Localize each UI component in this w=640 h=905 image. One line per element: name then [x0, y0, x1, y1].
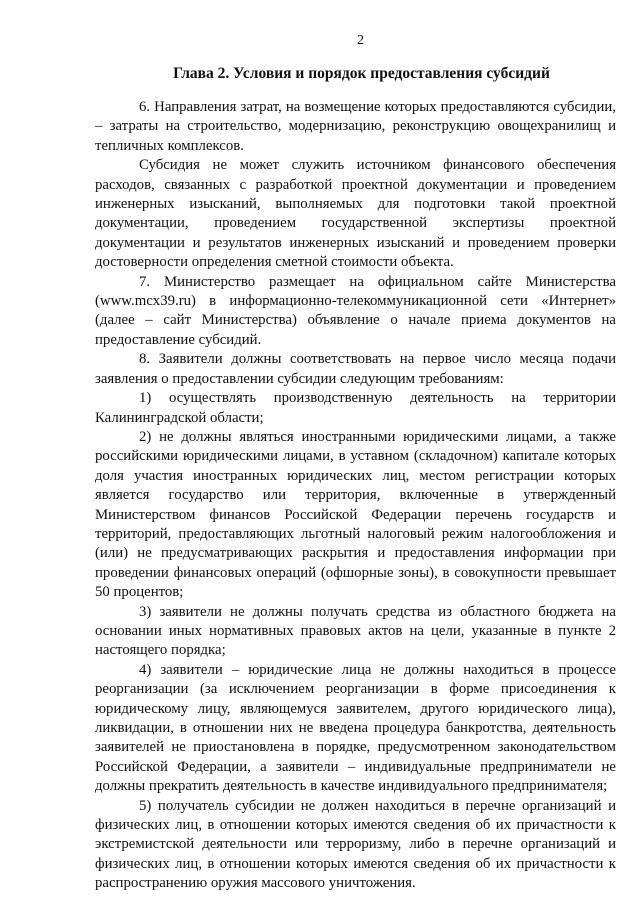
requirement-2: 2) не должны являться иностранными юридическими лицами, а также российскими юридическими лицами, в уставном (складочном) капитале которых доля участия иностранных юридических лиц, местом регистрации которых является государство или территория, включенные в утвержденный Министерством финансов Российской Федерации перечень государств и территорий, предоставляющих льготный налоговый режим налогообложения и (или) не предусматривающих раскрытия и предоставления информации при проведении финансовых операций (офшорные зоны), в совокупности превышает 50 процентов;: [95, 428, 616, 601]
requirement-3: 3) заявители не должны получать средства из областного бюджета на основании иных нормативных правовых актов на цели, указанные в пункте 2 настоящего порядка;: [95, 603, 616, 659]
requirement-4: 4) заявители – юридические лица не должны находиться в процессе реорганизации (за исключением реорганизации в форме присоединения к юридическому лицу, являющемуся заявителем, другого юридического лица), ликвидации, в отношении них не введена процедура банкротства, деятельность заявителей не приостановлена в порядке, предусмотренном законодательством Российской Федерации, а заявители – индивидуальные предприниматели не должны прекратить деятельность в качестве индивидуального предпринимателя;: [95, 661, 616, 795]
requirement-1: 1) осуществлять производственную деятельность на территории Калининградской области;: [95, 390, 616, 426]
requirement-5: 5) получатель субсидии не должен находиться в перечне организаций и физических лиц, в отношении которых имеются сведения об их причастности к экстремистской деятельности или терроризму, либо в перечне организаций и физических лиц, в отношении которых имеются сведения об их причастности к распространению оружия массового уничтожения.: [95, 797, 616, 892]
paragraph-6: 6. Направления затрат, на возмещение которых предоставляются субсидии, – затраты на строительство, модернизацию, реконструкцию овощехранилищ и тепличных комплексов.: [95, 99, 616, 154]
document-page: [95, 32, 616, 894]
page-number: 2: [357, 33, 364, 48]
paragraph-7: 7. Министерство размещает на официальном сайте Министерства (www.mcx39.ru) в информационно-телекоммуникационной сети «Интернет» (далее – сайт Министерства) объявление о начале приема документов на предоставление субсидий.: [95, 273, 616, 348]
paragraph-8: 8. Заявители должны соответствовать на первое число месяца подачи заявления о предоставлении субсидии следующим требованиям:: [95, 351, 616, 387]
chapter-title: Глава 2. Условия и порядок предоставления субсидий: [173, 65, 550, 82]
paragraph-subsidy-restriction: Субсидия не может служить источником финансового обеспечения расходов, связанных с разработкой проектной документации и проведением инженерных изысканий, выполняемых для подготовки такой проектной документации, проведением государственной экспертизы проектной документации и результатов инженерных изысканий и проведением проверки достоверности определения сметной стоимости объекта.: [95, 157, 616, 271]
